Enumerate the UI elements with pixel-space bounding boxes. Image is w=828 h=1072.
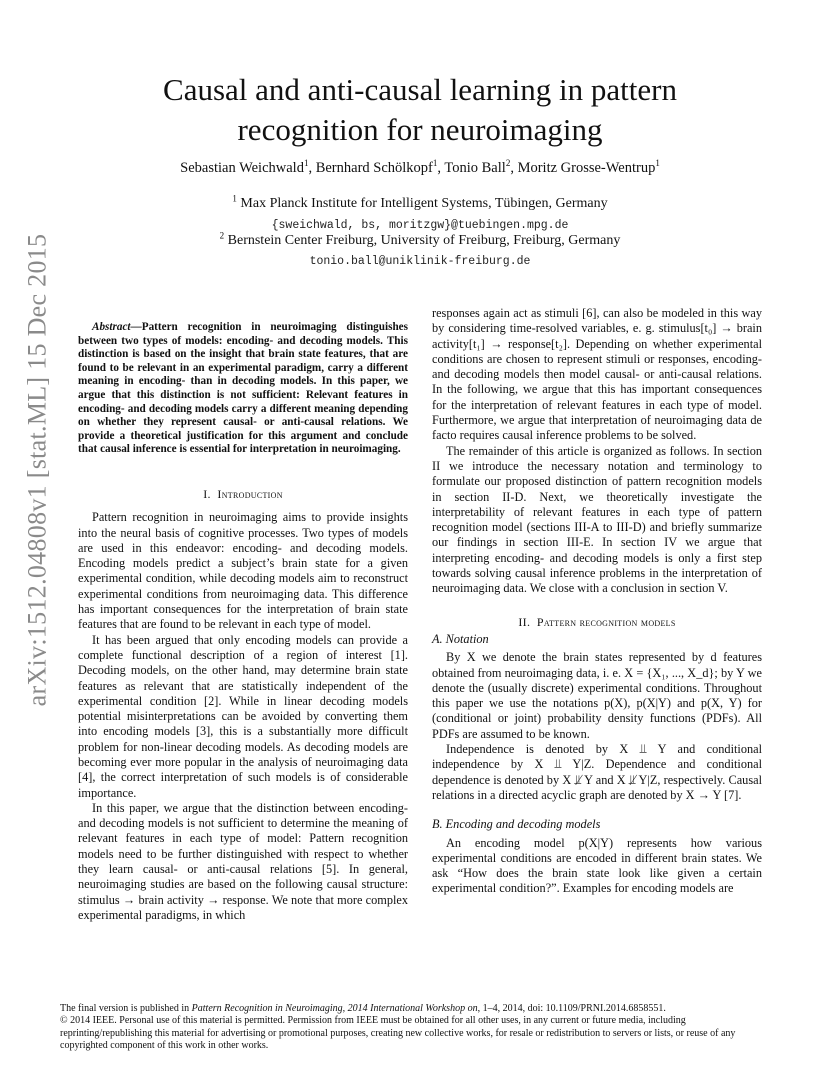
- intro-paragraph-3: In this paper, we argue that the distinction between encoding- and decoding models is not sufficient to determine the meaning of relevant features in each type of model: Pattern recognition models need to be further distinguished with respect to whether they learn causal- or anti-causal relations [5]. In general, neuroimaging studies are based on the following causal structure: stimulus → brain activity → response. We note that more complex experimental paradigms, in which: [78, 800, 408, 922]
- footnote-line-1: [60, 1003, 768, 1015]
- title-line-1: Causal and anti-causal learning in pattern: [163, 72, 677, 107]
- author-2: Bernhard Schölkopf: [315, 160, 433, 176]
- affiliation-1-text: Max Planck Institute for Intelligent Systems, Tübingen, Germany: [240, 196, 608, 211]
- author-1: Sebastian Weichwald: [180, 160, 304, 176]
- section-2-title: Pattern recognition models: [536, 614, 676, 629]
- author-list: Sebastian Weichwald$^1$, Bernhard Schölkopf$^1$, Tonio Ball$^2$, Moritz Grosse-Wentrup$^1$: [180, 158, 660, 176]
- section-2-number: II.: [518, 614, 531, 629]
- author-4: Moritz Grosse-Wentrup: [517, 160, 656, 176]
- email-2: tonio.ball@uniklinik-freiburg.de: [309, 255, 531, 268]
- section-2-heading: [432, 615, 762, 630]
- notation-paragraph-2: Independence is denoted by X ⫫ Y and conditional independence by X ⫫ Y|Z. Dependence and conditional dependence is denoted by X ⫫̸ Y and X ⫫̸ Y|Z, respectively. Causal relations in a directed acyclic graph are denoted by X → Y [7].: [432, 742, 762, 802]
- section-1-title: Introduction: [217, 486, 283, 501]
- left-column: [78, 321, 408, 923]
- abstract: [78, 321, 408, 457]
- title-line-2: recognition for neuroimaging: [237, 112, 603, 147]
- section-1-heading: [78, 487, 408, 502]
- affiliation-2-text: Bernstein Center Freiburg, University of Freiburg, Freiburg, Germany: [227, 233, 621, 248]
- subsection-b-heading: B. Encoding and decoding models: [432, 817, 601, 832]
- encoding-paragraph-1: An encoding model p(X|Y) represents how various experimental conditions are encoded in different brain states. We ask “How does the brain state look like given a certain experimental condition?”. Examples for encoding models are: [432, 835, 762, 896]
- affiliation-2: $^2$ Bernstein Center Freiburg, University of Freiburg, Freiburg, Germany: [219, 230, 621, 248]
- intro-paragraph-1: Pattern recognition in neuroimaging aims to provide insights into the neural basis of cognitive processes. Two types of models are used in this endeavor: encoding- and decoding models. Encoding models predict a subject’s brain state for a given experimental condition, while decoding models aim to reconstruct experimental conditions from neuroimaging data. This difference has important consequences for the interpretation of brain state features that are found to be relevant in each type of model.: [78, 510, 408, 632]
- author-3: Tonio Ball: [444, 160, 506, 176]
- footnote-copyright: © 2014 IEEE. Personal use of this material is permitted. Permission from IEEE must be obtained for all other uses, in any current or future media, including reprinting/republishing this material for advertising or promotional purposes, creating new collective works, for resale or redistribution to servers or lists, or reuse of any copyrighted component of this work in other works.: [60, 1015, 736, 1051]
- right-paragraph-1: responses again act as stimuli [6], can also be modeled in this way by considering time-resolved variables, e. g. stimulus[t₀] → brain activity[t₁] → response[t₂]. Depending on whether experimental conditions are chosen to represent stimuli or responses, encoding- and decoding models then model causal- or anti-causal relations. In the following, we argue that this has important consequences for the interpretation of relevant features in each type of model. Furthermore, we argue that interpretation of neuroimaging data de facto requires causal inference problems to be solved.: [432, 306, 762, 443]
- subsection-a-heading: A. Notation: [432, 631, 489, 646]
- abstract-text: —Pattern recognition in neuroimaging distinguishes between two types of models: encoding- and decoding models. This distinction is based on the insight that brain state features, that are found to be relevant in an experimental paradigm, carry a different meaning in encoding- than in decoding models. In this paper, we argue that this distinction is not sufficient: Relevant features in encoding- and decoding models carry a different meaning depending on whether they represent causal- or anti-causal relations. We provide a theoretical justification for this argument and conclude that causal inference is essential for interpretation in neuroimaging.: [78, 321, 408, 456]
- footnote: [60, 1003, 768, 1052]
- arxiv-sidebar-identifier: [17, 233, 57, 707]
- footnote-prefix: The final version is published in: [60, 1003, 192, 1014]
- abstract-label: Abstract: [92, 321, 131, 333]
- email-1: {sweichwald, bs, moritzgw}@tuebingen.mpg.de: [271, 219, 569, 232]
- paper-title: [60, 70, 780, 150]
- affiliation-1: $^1$ Max Planck Institute for Intelligent Systems, Tübingen, Germany: [232, 193, 608, 211]
- arxiv-id-text: arXiv:1512.04808v1 [stat.ML] 15 Dec 2015: [22, 233, 52, 707]
- footnote-venue: Pattern Recognition in Neuroimaging, 2014 International Workshop on: [191, 1003, 478, 1014]
- intro-paragraph-2: It has been argued that only encoding models can provide a complete functional description of a region of interest [1]. Decoding models, on the other hand, may determine brain state features as relevant that are statistically independent of the experimental condition [2]. While in linear decoding models potential misinterpretations can be avoided by converting them into encoding models [3], this is a substantially more difficult problem for non-linear decoding models. As decoding models are becoming ever more popular in the analysis of neuroimaging data [4], the correct interpretation of such models is of considerable importance.: [78, 632, 408, 800]
- notation-paragraph-1: By X we denote the brain states represented by d features obtained from neuroimaging data, i. e. X = {X₁, ..., X_d}; by Y we denote the (usually discrete) experimental conditions. Throughout this paper we use the notations p(X), p(X|Y) and p(X, Y) for (conditional or joint) probability density functions (PDFs). All PDFs are assumed to be known.: [432, 650, 762, 741]
- right-column: [432, 306, 762, 897]
- right-paragraph-2: The remainder of this article is organized as follows. In section II we introduce the necessary notation and terminology to formulate our proposed distinction of pattern recognition models in section II-D. Next, we theoretically investigate the interpretability of relevant features in each type of pattern recognition model (sections III-A to III-D) and briefly summarize our findings in section III-E. In section IV we argue that interpreting encoding- and decoding models is only a first step towards solving causal inference problems in the interpretation of neuroimaging data. We close with a conclusion in section V.: [432, 443, 762, 596]
- section-1-number: I.: [203, 486, 211, 501]
- footnote-suffix: , 1–4, 2014, doi: 10.1109/PRNI.2014.6858551.: [477, 1003, 666, 1014]
